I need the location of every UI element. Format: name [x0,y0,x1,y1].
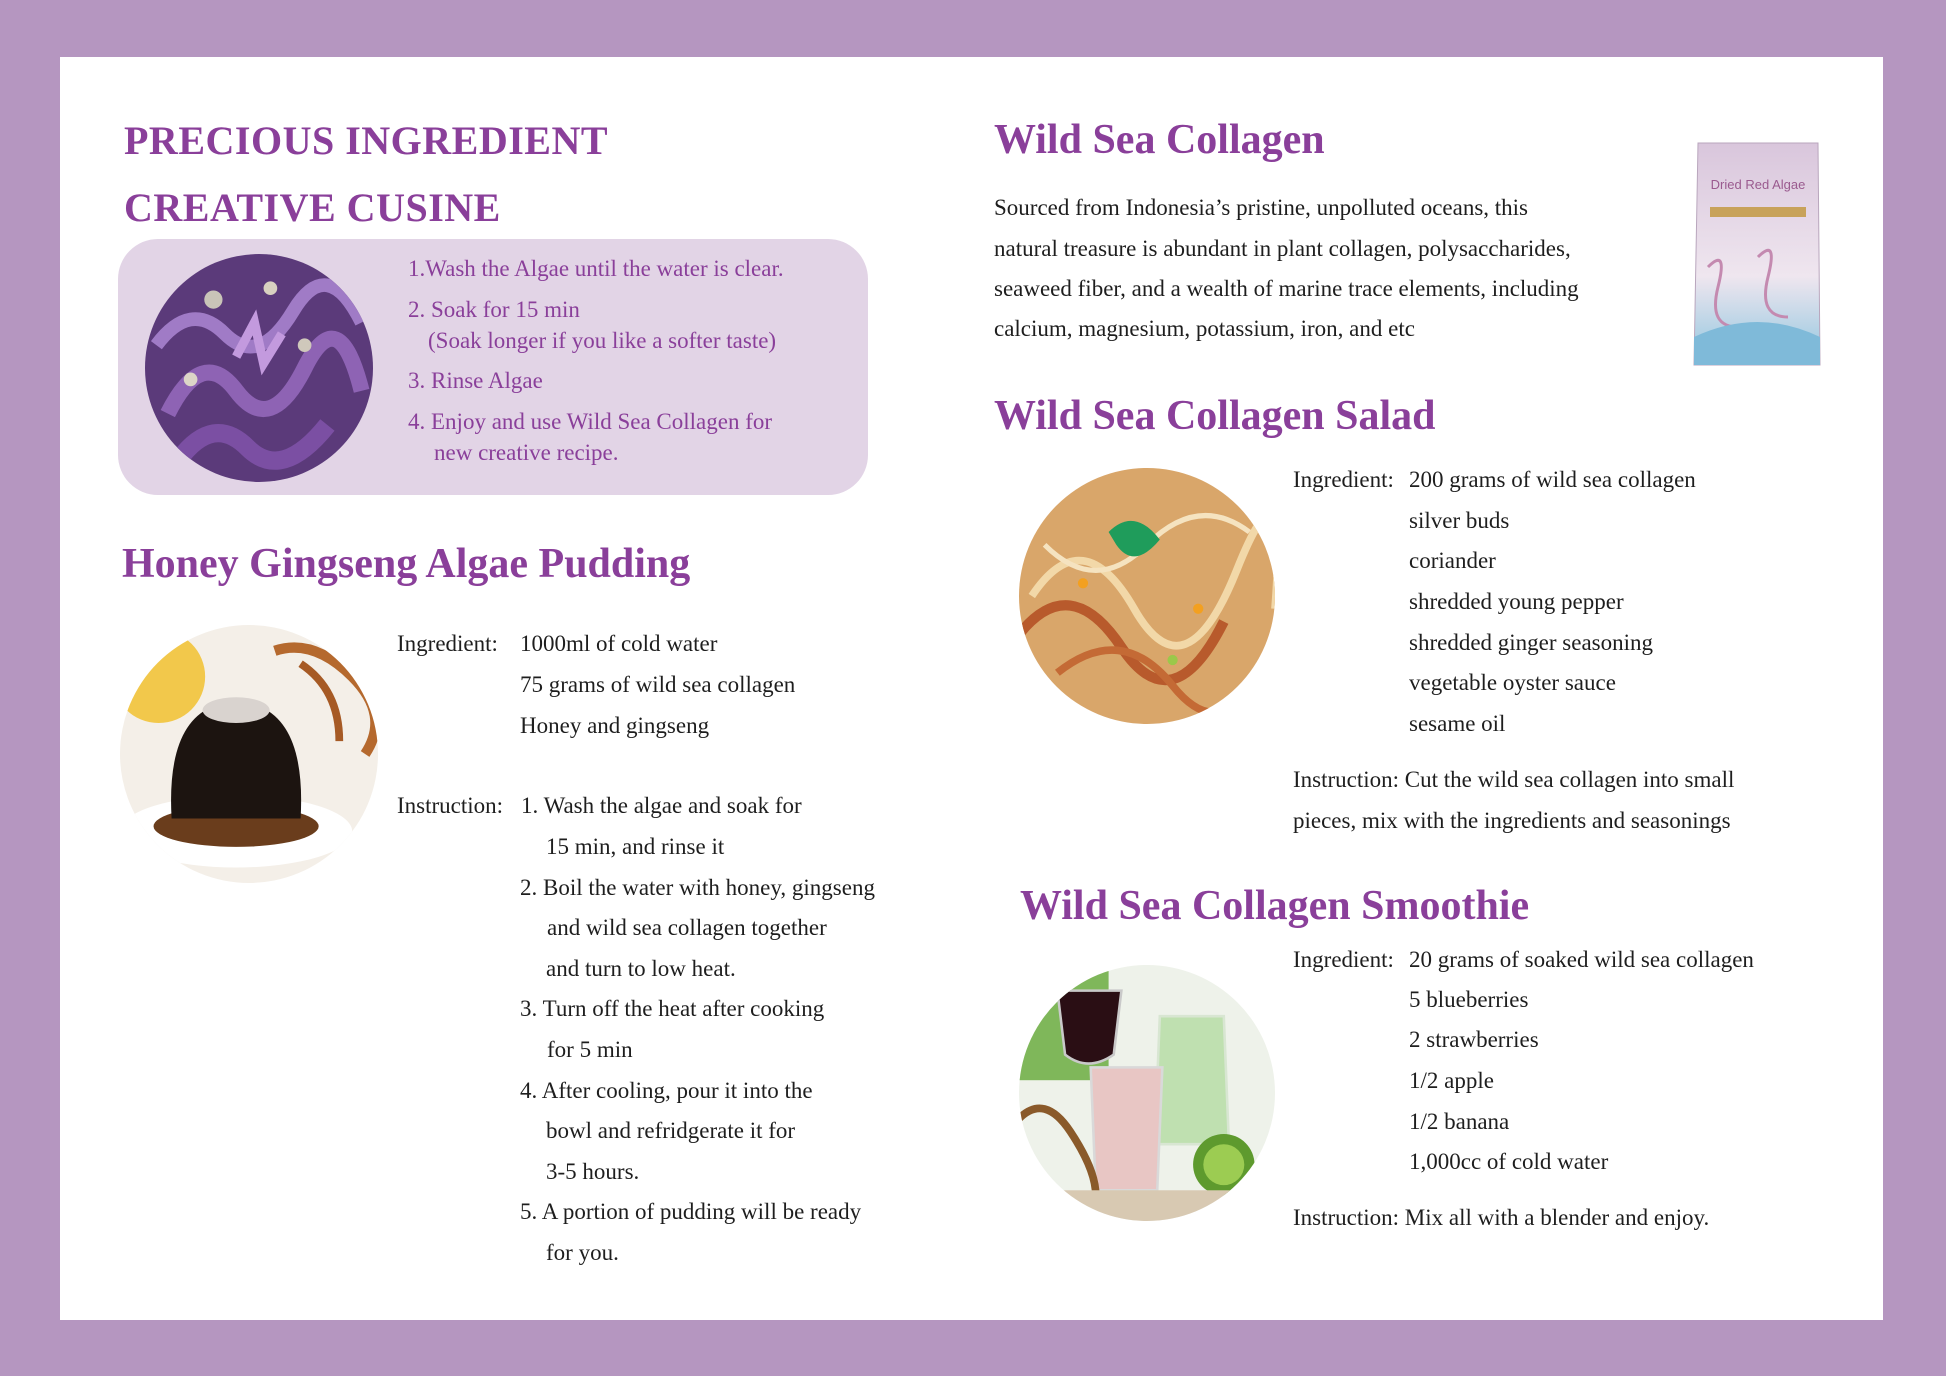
header-line-1: PRECIOUS INGREDIENT [124,118,609,163]
smoothie-ingredient-label: Ingredient: [1293,947,1394,972]
pudding-instruction-4: 4. After cooling, pour it into the [520,1078,813,1103]
pudding-photo [120,625,378,883]
smoothie-ingredient-3: 2 strawberries [1409,1027,1539,1052]
pudding-instruction-4c: 3-5 hours. [546,1159,640,1184]
pudding-instruction-4b: bowl and refridgerate it for [546,1118,796,1143]
collagen-desc-3: seaweed fiber, and a wealth of marine trace elements, including [994,276,1579,301]
smoothie-ingredient-1: 20 grams of soaked wild sea collagen [1409,947,1754,972]
smoothie-title: Wild Sea Collagen Smoothie [1020,883,1530,929]
pudding-instruction-label: Instruction: [397,793,504,818]
collagen-package-photo [1688,137,1828,371]
step-4: 4. Enjoy and use Wild Sea Collagen for [408,409,773,434]
step-2-note: (Soak longer if you like a softer taste) [428,328,777,353]
salad-ingredient-3: coriander [1409,548,1496,573]
pudding-ingredient-2: 75 grams of wild sea collagen [520,672,796,697]
salad-ingredient-6: vegetable oyster sauce [1409,670,1616,695]
pudding-instruction-2c: and turn to low heat. [546,956,736,981]
pudding-title: Honey Gingseng Algae Pudding [122,541,691,587]
salad-instruction-1: Instruction: Cut the wild sea collagen into small [1293,767,1735,792]
pudding-ingredient-label: Ingredient: [397,631,498,656]
smoothie-ingredient-4: 1/2 apple [1409,1068,1494,1093]
pudding-instruction-2b: and wild sea collagen together [547,915,827,940]
salad-title: Wild Sea Collagen Salad [994,393,1436,439]
smoothie-ingredient-5: 1/2 banana [1409,1109,1510,1134]
algae-photo [145,254,373,482]
collagen-title: Wild Sea Collagen [994,117,1325,163]
salad-ingredient-label: Ingredient: [1293,467,1394,492]
header-line-2: CREATIVE CUSINE [124,185,501,230]
pudding-instruction-1: 1. Wash the algae and soak for [521,793,802,818]
salad-ingredient-7: sesame oil [1409,711,1506,736]
pudding-instruction-5b: for you. [546,1240,619,1265]
step-3: 3. Rinse Algae [408,368,543,393]
salad-photo [1019,468,1275,724]
smoothie-instruction: Instruction: Mix all with a blender and enjoy. [1293,1205,1710,1230]
package-label: Dried Red Algae [1710,177,1806,192]
smoothie-photo [1019,965,1275,1221]
salad-instruction-2: pieces, mix with the ingredients and seasonings [1293,808,1731,833]
collagen-desc-4: calcium, magnesium, potassium, iron, and etc [994,316,1415,341]
step-2: 2. Soak for 15 min [408,297,580,322]
pudding-instruction-2: 2. Boil the water with honey, gingseng [520,875,875,900]
smoothie-ingredient-2: 5 blueberries [1409,987,1529,1012]
smoothie-ingredient-6: 1,000cc of cold water [1409,1149,1609,1174]
salad-ingredient-5: shredded ginger seasoning [1409,630,1653,655]
collagen-desc-1: Sourced from Indonesia’s pristine, unpolluted oceans, this [994,195,1529,220]
brochure-page [60,57,1883,1320]
salad-ingredient-4: shredded young pepper [1409,589,1624,614]
pudding-ingredient-3: Honey and gingseng [520,713,710,738]
preparation-steps-box [118,239,868,495]
pudding-ingredient-1: 1000ml of cold water [520,631,718,656]
salad-ingredient-1: 200 grams of wild sea collagen [1409,467,1696,492]
step-4-cont: new creative recipe. [434,440,619,465]
salad-ingredient-2: silver buds [1409,508,1510,533]
pudding-instruction-1b: 15 min, and rinse it [546,834,725,859]
pudding-instruction-3: 3. Turn off the heat after cooking [520,996,825,1021]
collagen-desc-2: natural treasure is abundant in plant collagen, polysaccharides, [994,236,1571,261]
pudding-instruction-5: 5. A portion of pudding will be ready [520,1199,862,1224]
pudding-instruction-3b: for 5 min [547,1037,633,1062]
step-1: 1.Wash the Algae until the water is clear. [408,256,784,281]
